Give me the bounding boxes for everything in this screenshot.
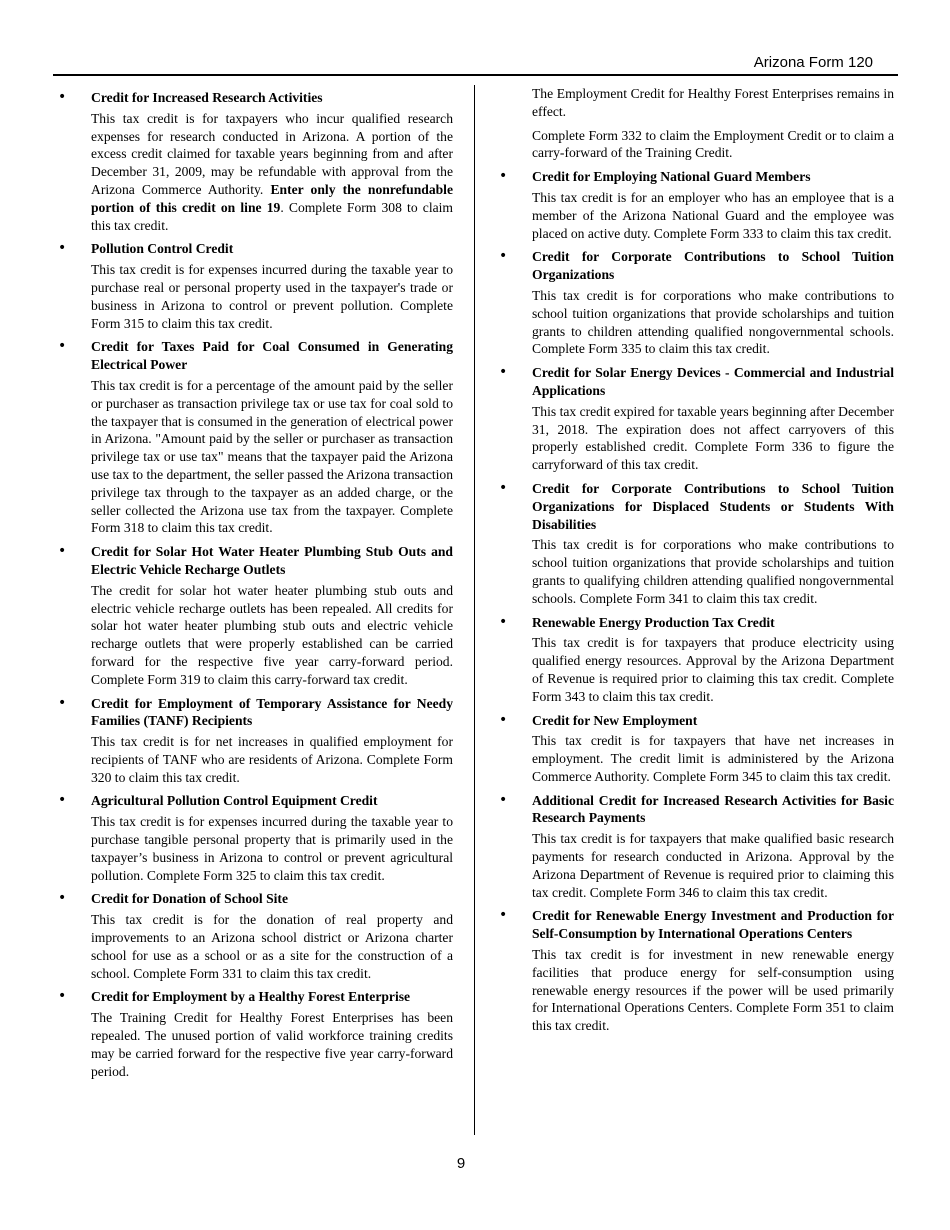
credit-title: Credit for Donation of School Site (91, 891, 288, 907)
credit-title: Credit for Employment of Temporary Assistance for Needy Families (TANF) Recipients (91, 695, 453, 729)
credit-item-credit-for-corporate-contributions-to-school-tuition-organiz (499, 248, 894, 358)
bullet-icon: • (499, 168, 508, 185)
credit-description: This tax credit is for expenses incurred during the taxable year to purchase tangible personal property that is primarily used in the taxpayer’s business in Arizona to control or prevent agricultural pollution. Complete Form 325 to claim this tax credit. (91, 814, 453, 883)
bullet-icon: • (58, 89, 67, 105)
header-divider (53, 74, 898, 76)
credit-item-pollution-control-credit (58, 240, 453, 332)
credit-item-additional-credit-for-increased-research-activities-for-basi (499, 791, 894, 902)
credit-title: Credit for Corporate Contributions to School Tuition Organizations for Displaced Students or Students With Disabilities (532, 480, 894, 532)
credit-title: Pollution Control Credit (91, 241, 234, 257)
bullet-icon: • (58, 988, 67, 1005)
credit-item-credit-for-solar-hot-water-heater-plumbing-stub-outs-and-ele (58, 543, 453, 688)
credit-title: Additional Credit for Increased Research Activities for Basic Research Payments (532, 792, 894, 826)
text-segment: This tax credit is for taxpayers who incur qualified research expenses for research conducted in Arizona. A portion of the excess credit claimed for taxable years beginning from and after December 31, 2009, may be refundable with approval from the Arizona Commerce Authority. (91, 110, 453, 197)
credit-description: The credit for solar hot water heater plumbing stub outs and electric vehicle recharge outlets has been repealed. All credits for solar hot water heater plumbing stub outs and electric vehicle recharge outlets that were properly established can be carried forward for the respective five year carry-forward period. Complete Form 319 to claim this carry-forward tax credit. (91, 582, 453, 687)
credit-description: This tax credit is for net increases in qualified employment for recipients of TANF who are residents of Arizona. Complete Form 320 to claim this tax credit. (91, 734, 453, 785)
bullet-icon: • (499, 248, 508, 265)
credit-item-credit-for-donation-of-school-site (58, 890, 453, 982)
bullet-icon: • (58, 240, 67, 257)
bullet-icon: • (499, 711, 508, 728)
credit-item-credit-for-employment-of-temporary-assistance-for-needy-fami (58, 694, 453, 787)
credit-item-credit-for-increased-research-activities (58, 89, 453, 234)
credit-description: This tax credit is for corporations who make contributions to school tuition organizations that provide scholarships and tuition grants to children attending qualified nongovernmental schools. Complete Form 335 to claim this tax credit. (532, 287, 894, 357)
bullet-icon: • (58, 543, 67, 560)
credit-title: Credit for Corporate Contributions to School Tuition Organizations (532, 249, 894, 283)
form-title: Arizona Form 120 (753, 54, 873, 71)
left-column (58, 89, 453, 1086)
credit-description: This tax credit is for taxpayers that make qualified basic research payments for research conducted in Arizona. Approval by the Arizona Department of Revenue is required prior to claiming this tax credit. Complete Form 346 to claim this tax credit. (532, 831, 894, 900)
credit-title: Credit for New Employment (532, 712, 698, 728)
credit-title: Agricultural Pollution Control Equipment Credit (91, 793, 378, 809)
credit-item-credit-for-employing-national-guard-members (499, 168, 894, 242)
bullet-icon: • (58, 694, 67, 711)
continuation-paragraph: The Employment Credit for Healthy Forest Enterprises remains in effect. (532, 86, 894, 119)
page-number: 9 (456, 1155, 466, 1172)
credit-description: This tax credit expired for taxable years beginning after December 31, 2018. The expiration does not affect carryovers of this properly established credit. Complete Form 336 to figure the carryforward of this tax credit. (532, 403, 894, 473)
credit-description: This tax credit is for the donation of real property and improvements to an Arizona school district or Arizona charter school for use as a school or as a site for the construction of a school. Complete Form 331 to claim this tax credit. (91, 912, 453, 981)
column-divider (474, 85, 475, 1135)
credit-title: Credit for Solar Energy Devices - Commercial and Industrial Applications (532, 365, 894, 398)
credit-description: The Training Credit for Healthy Forest Enterprises has been repealed. The unused portion of valid workforce training credits may be carried forward for the respective five year carry-forward period. (91, 1010, 453, 1079)
credit-description: This tax credit is for taxpayers that have net increases in employment. The credit limit is administered by the Arizona Commerce Authority. Complete Form 345 to claim this tax credit. (532, 733, 894, 784)
emphasis-text: Enter only the nonrefundable portion of this credit on line 19 (91, 181, 453, 215)
credit-title: Credit for Solar Hot Water Heater Plumbing Stub Outs and Electric Vehicle Recharge Outlets (91, 544, 453, 577)
text-segment: . Complete Form 308 to claim this tax credit. (91, 199, 453, 233)
credit-description (91, 110, 453, 235)
credit-description: This tax credit is for corporations who make contributions to school tuition organizations that provide scholarships and tuition grants to qualifying children attending qualified nongovernmental schools. Complete Form 341 to claim this tax credit. (532, 537, 894, 606)
credit-description: This tax credit is for taxpayers that produce electricity using qualified energy resources. Approval by the Arizona Department of Revenue is required prior to claiming this tax credit. Complete Form 343 to claim this tax credit. (532, 635, 894, 704)
credit-item-credit-for-solar-energy-devices-commercial-and-industrial-ap (499, 364, 894, 474)
credit-title: Credit for Increased Research Activities (91, 90, 323, 105)
bullet-icon: • (58, 792, 67, 809)
credit-item-credit-for-taxes-paid-for-coal-consumed-in-generating-electr (58, 338, 453, 537)
credit-item-credit-for-employment-by-a-healthy-forest-enterprise (58, 988, 453, 1080)
continuation-paragraph: Complete Form 332 to claim the Employment Credit or to claim a carry-forward of the Training Credit. (532, 127, 894, 161)
bullet-icon: • (58, 338, 67, 355)
credit-item-credit-for-corporate-contributions-to-school-tuition-organiz (499, 479, 894, 608)
bullet-icon: • (499, 907, 508, 924)
bullet-icon: • (58, 890, 67, 907)
credit-description: This tax credit is for an employer who has an employee that is a member of the Arizona National Guard and the employee was placed on active duty. Complete Form 333 to claim this tax credit. (532, 189, 894, 241)
credit-title: Renewable Energy Production Tax Credit (532, 614, 775, 630)
bullet-icon: • (499, 791, 508, 808)
credit-description: This tax credit is for investment in new renewable energy facilities that produce energy for self-consumption using renewable energy resources if the power will be used primarily for International Operations Centers. Complete Form 351 to claim this tax credit. (532, 947, 894, 1034)
credit-item-credit-for-renewable-energy-investment-and-production-for-se (499, 907, 894, 1035)
bullet-icon: • (499, 613, 508, 630)
credit-item-credit-for-new-employment (499, 711, 894, 786)
credit-item-agricultural-pollution-control-equipment-credit (58, 792, 453, 884)
credit-title: Credit for Taxes Paid for Coal Consumed in Generating Electrical Power (91, 339, 453, 373)
credit-title: Credit for Employing National Guard Members (532, 169, 811, 185)
bullet-icon: • (499, 479, 508, 496)
credit-title: Credit for Employment by a Healthy Forest Enterprise (91, 989, 411, 1005)
credit-description: This tax credit is for expenses incurred during the taxable year to purchase real or personal property used in the taxpayer's trade or business in Arizona to control or prevent pollution. Complete Form 315 to claim this tax credit. (91, 262, 453, 331)
bullet-icon: • (499, 364, 508, 381)
credit-item-renewable-energy-production-tax-credit (499, 613, 894, 706)
credit-title: Credit for Renewable Energy Investment and Production for Self-Consumption by International Operations Centers (532, 908, 894, 942)
credit-description: This tax credit is for a percentage of the amount paid by the seller or purchaser as transaction privilege tax or use tax for coal sold to the taxpayer that is consumed in the generation of electrical power in Arizona. "Amount paid by the seller or purchaser as transaction privilege tax or use tax" means that the taxpayer paid the Arizona use tax to the department, the seller passed the Arizona transaction privilege tax through to the taxpayer as an added charge, or the seller collected the Arizona use tax from the taxpayer. Complete Form 318 to claim this tax credit. (91, 377, 453, 536)
right-column (499, 85, 894, 1041)
